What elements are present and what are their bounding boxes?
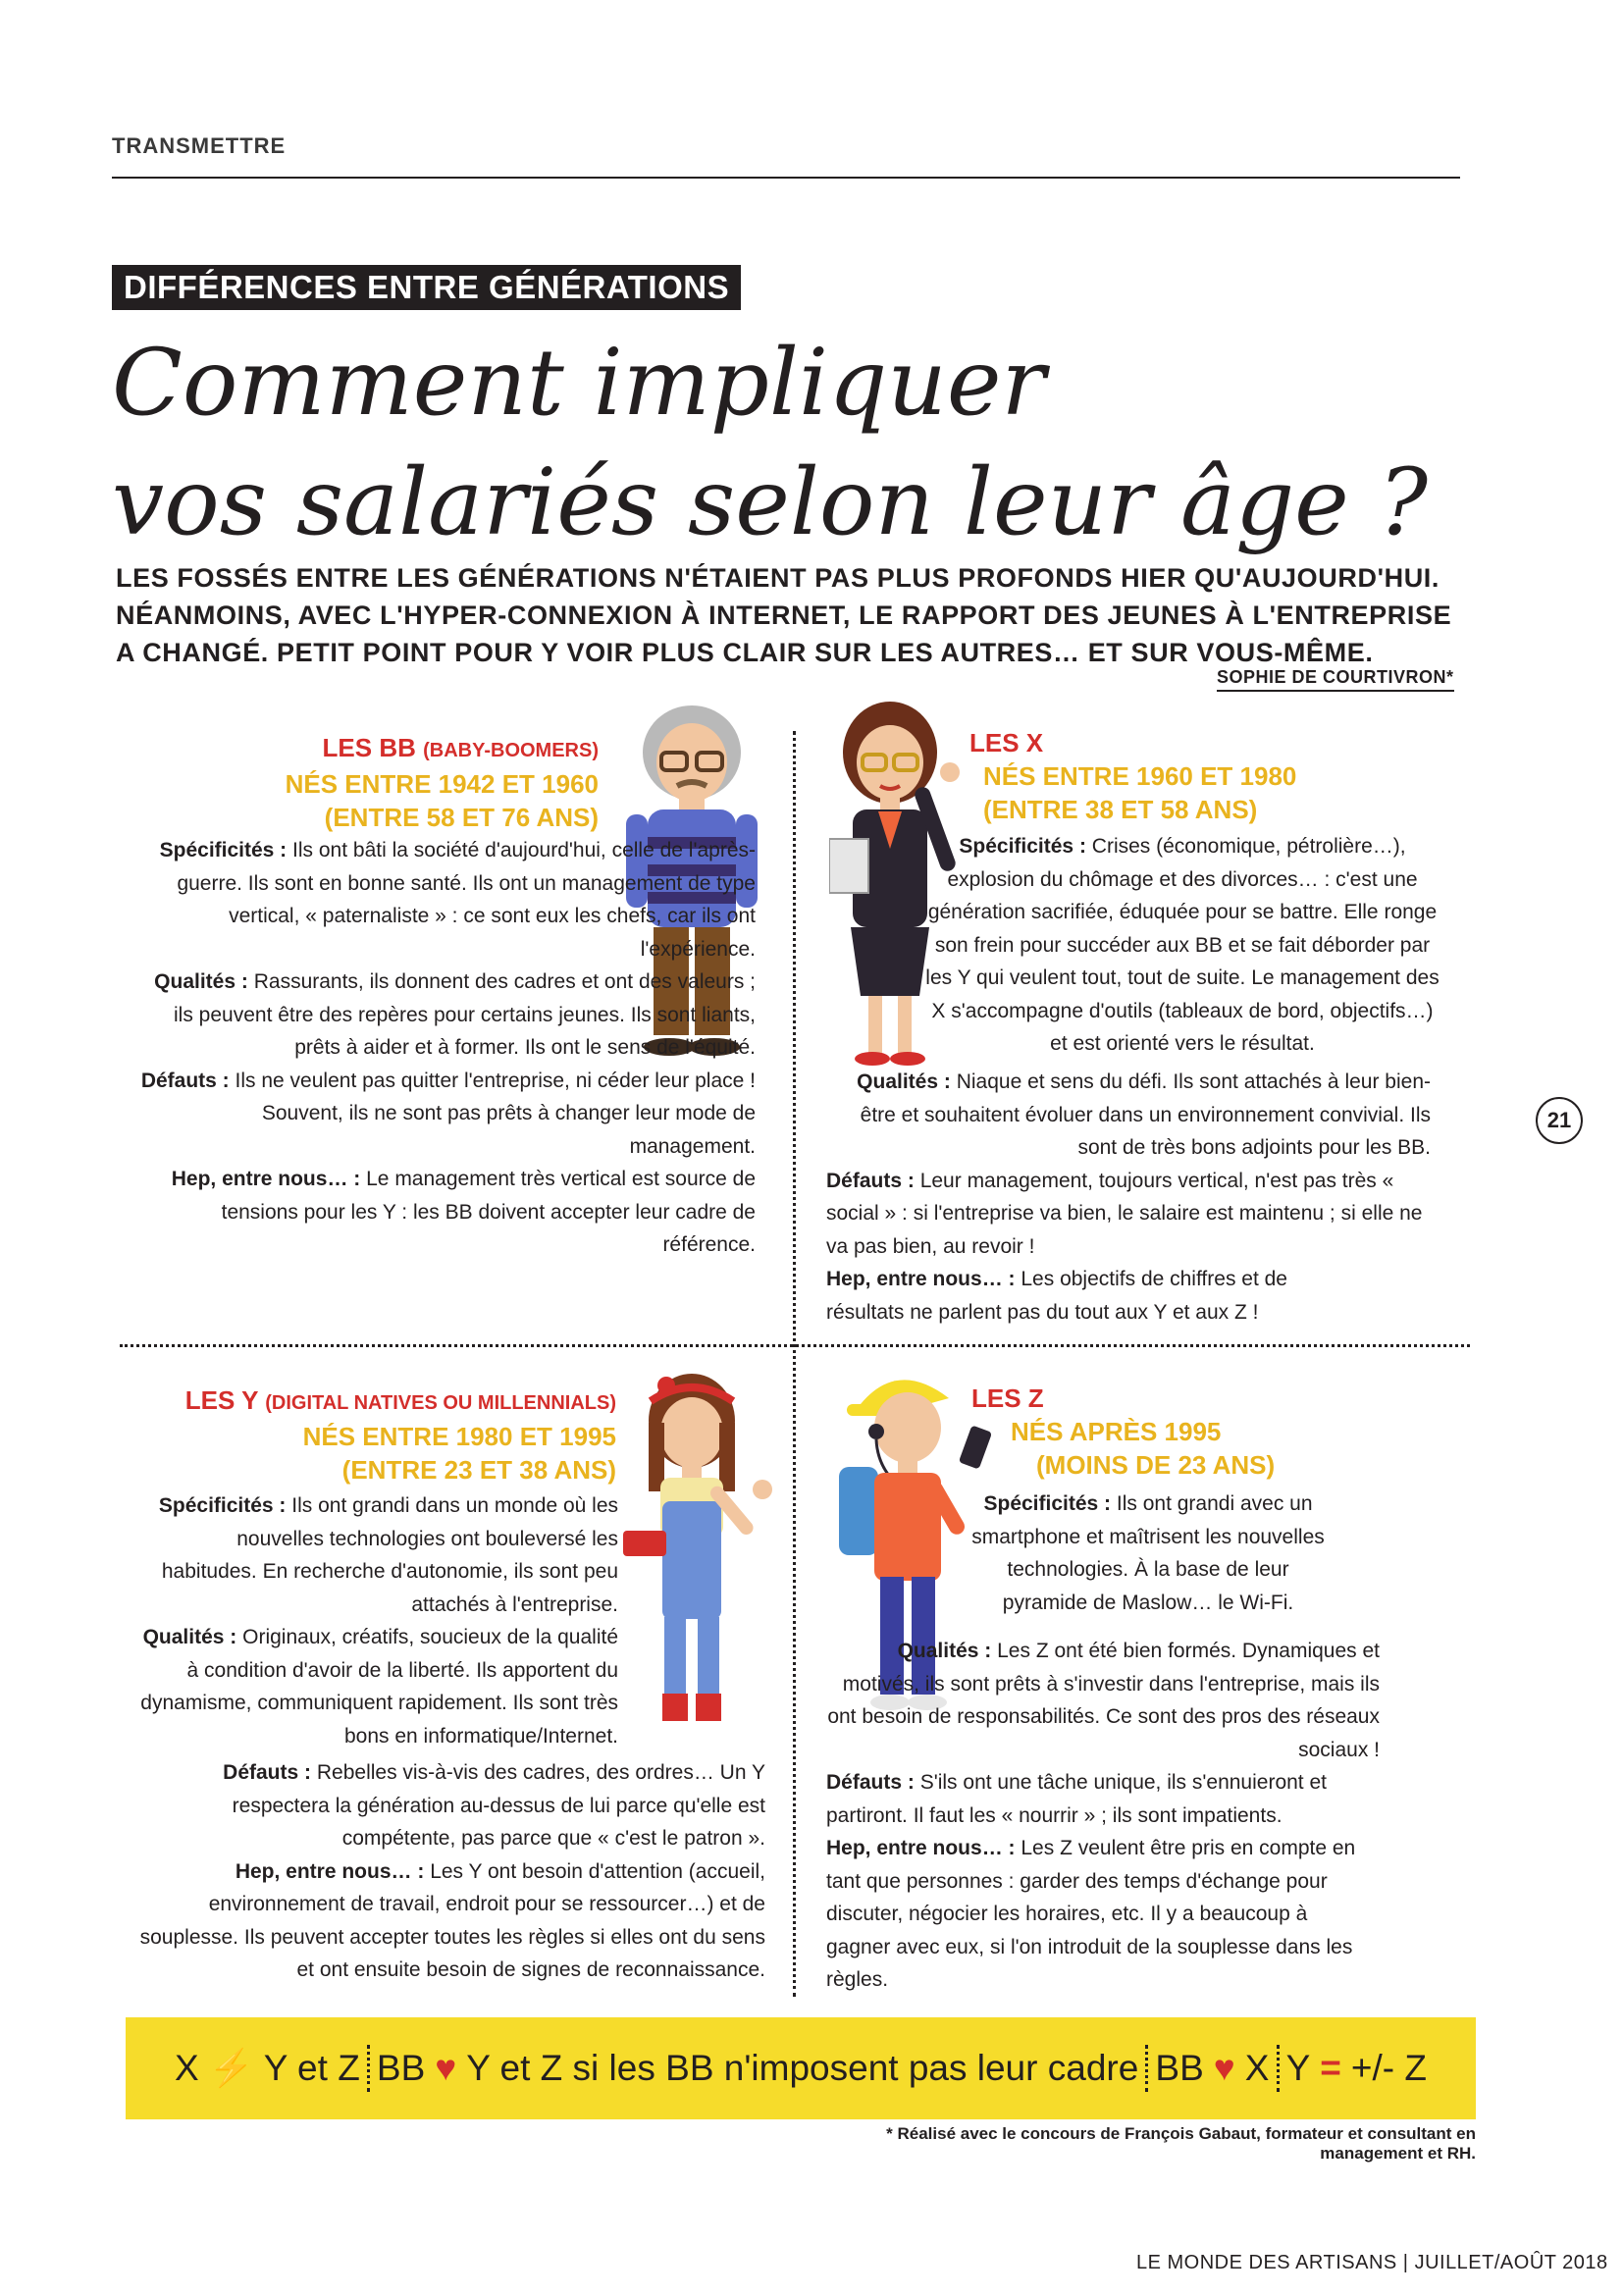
y-hep-label: Hep, entre nous… :	[235, 1859, 425, 1883]
heart-icon: ♥	[435, 2048, 457, 2088]
band-cell-2	[377, 2048, 1138, 2089]
article-lead	[116, 559, 1470, 671]
band-c1-left: X	[175, 2048, 199, 2088]
y-born: NÉS ENTRE 1980 ET 1995	[302, 1422, 616, 1451]
band-c2-left: BB	[376, 2048, 426, 2088]
x-heading	[969, 726, 1362, 826]
x-body-top	[922, 830, 1442, 1061]
y-age: (ENTRE 23 ET 38 ANS)	[341, 1455, 616, 1485]
band-c4-left: Y	[1285, 2048, 1311, 2088]
x-qual-label: Qualités :	[857, 1070, 951, 1093]
lead-line-2: NÉANMOINS, AVEC L'HYPER-CONNEXION À INTERNET, LE RAPPORT DES JEUNES À L'ENTREPRISE	[116, 600, 1452, 630]
title-line-2: vos salariés selon leur âge ?	[112, 449, 1429, 556]
x-hep-label: Hep, entre nous… :	[826, 1268, 1016, 1290]
y-qual: Originaux, créatifs, soucieux de la qualité à condition d'avoir de la liberté. Ils apportent du dynamisme, communiquent rapidement. Ils sont très bons en informatique/Internet.	[140, 1626, 618, 1748]
x-title: LES X	[969, 728, 1044, 757]
horizontal-divider	[120, 1344, 1470, 1347]
x-body	[826, 1066, 1474, 1329]
lightning-icon: ⚡	[208, 2047, 254, 2088]
bb-spec: Ils ont bâti la société d'aujourd'hui, celle de l'après-guerre. Ils sont en bonne santé. Ils ont un management de type vertical, « paternaliste » : ce sont eux les chefs, car ils ont l'expérience.	[177, 839, 756, 961]
z-qual-label: Qualités :	[897, 1640, 992, 1662]
y-spec-label: Spécificités :	[158, 1494, 287, 1517]
z-body	[826, 1635, 1464, 1997]
bb-def: Ils ne veulent pas quitter l'entreprise, ni céder leur place ! Souvent, ils ne sont pas prêts à changer leur mode de management.	[235, 1069, 756, 1158]
title-line-1: Comment impliquer	[112, 330, 1046, 437]
bb-def-label: Défauts :	[140, 1069, 230, 1092]
z-hep: Les Z veulent être pris en compte en tant que personnes : garder des temps d'échange pour discuter, négocier les horaires, etc. Il y a beaucoup à gagner avec eux, si l'on introduit de la souplesse dans les règles.	[826, 1837, 1356, 1991]
z-title: LES Z	[971, 1383, 1044, 1413]
footnote: * Réalisé avec le concours de François Gabaut, formateur et consultant en management et RH.	[886, 2124, 1476, 2163]
z-spec: Ils ont grandi avec un smartphone et maîtrisent les nouvelles technologies. À la base de leur pyramide de Maslow… le Wi-Fi.	[971, 1492, 1325, 1614]
band-c2-right: Y et Z si les BB n'imposent pas leur cadre	[466, 2048, 1139, 2088]
y-def-label: Défauts :	[223, 1761, 312, 1784]
z-hep-label: Hep, entre nous… :	[826, 1837, 1016, 1859]
band-cell-3	[1155, 2048, 1269, 2089]
page-number: 21	[1536, 1097, 1583, 1144]
x-born: NÉS ENTRE 1960 ET 1980	[983, 761, 1297, 791]
y-spec: Ils ont grandi dans un monde où les nouvelles technologies ont bouleversé les habitudes. En recherche d'autonomie, ils sont peu attachés à l'entreprise.	[161, 1494, 618, 1616]
y-hep: Les Y ont besoin d'attention (accueil, environnement de travail, endroit pour se ressourcer…) et de souplesse. Ils peuvent accepter toutes les règles si elles ont du sens et ont ensuite besoin de signes de reconnaissance.	[139, 1859, 765, 1981]
band-separator	[1277, 2045, 1280, 2092]
equals-icon: =	[1320, 2048, 1341, 2088]
z-body-top	[971, 1487, 1325, 1619]
lead-line-1: LES FOSSÉS ENTRE LES GÉNÉRATIONS N'ÉTAIENT PAS PLUS PROFONDS HIER QU'AUJOURD'HUI.	[116, 563, 1440, 593]
bb-title: LES BB	[322, 733, 416, 762]
x-spec: Crises (économique, pétrolière…), explosion du chômage et des divorces… : c'est une génération sacrifiée, éduquée pour se battre. Elle ronge son frein pour succéder aux BB et se fait déborder par les Y qui veulent tout, tout de suite. Le management des X s'accompagne d'outils (tableaux de bord, objectifs…) et est orienté vers le résultat.	[925, 835, 1440, 1055]
y-subtitle: (DIGITAL NATIVES OU MILLENNIALS)	[265, 1392, 616, 1414]
article-kicker: DIFFÉRENCES ENTRE GÉNÉRATIONS	[112, 265, 741, 310]
heart-icon: ♥	[1213, 2048, 1235, 2088]
y-qual-label: Qualités :	[142, 1626, 237, 1648]
z-born: NÉS APRÈS 1995	[1011, 1417, 1222, 1446]
band-c4-right: +/- Z	[1350, 2048, 1427, 2088]
y-def: Rebelles vis-à-vis des cadres, des ordres… Un Y respectera la génération au-dessus de lui parce qu'elle est compétente, pas parce que « c'est le patron ».	[232, 1761, 765, 1850]
band-cell-4	[1286, 2048, 1427, 2089]
bb-hep: Le management très vertical est source de tensions pour les Y : les BB doivent accepter leur cadre de référence.	[221, 1168, 756, 1256]
x-def-label: Défauts :	[826, 1169, 915, 1192]
band-separator	[1145, 2045, 1148, 2092]
generation-y-illustration	[623, 1364, 785, 1737]
z-qual: Les Z ont été bien formés. Dynamiques et motivés, ils sont prêts à s'investir dans l'entreprise, mais ils ont besoin de responsabilités. Ce sont des pros des réseaux sociaux !	[827, 1640, 1380, 1761]
lead-line-3: A CHANGÉ. PETIT POINT POUR Y VOIR PLUS CLAIR SUR LES AUTRES… ET SUR VOUS-MÊME.	[116, 638, 1374, 667]
y-body	[137, 1756, 765, 1987]
header-rule	[112, 177, 1460, 179]
z-spec-label: Spécificités :	[983, 1492, 1112, 1515]
x-hep: Les objectifs de chiffres et de résultats ne parlent pas du tout aux Y et aux Z !	[826, 1268, 1287, 1324]
bb-qual-label: Qualités :	[154, 970, 248, 993]
page-footer: LE MONDE DES ARTISANS | JUILLET/AOÛT 2018	[1136, 2252, 1608, 2273]
byline: SOPHIE DE COURTIVRON*	[1217, 667, 1454, 692]
bb-subtitle: (BABY-BOOMERS)	[423, 740, 599, 761]
band-c1-right: Y et Z	[263, 2048, 360, 2088]
bb-hep-label: Hep, entre nous… :	[171, 1168, 361, 1190]
z-def: S'ils ont une tâche unique, ils s'ennuieront et partiront. Il faut les « nourrir » ; ils sont impatients.	[826, 1771, 1327, 1827]
relations-band	[126, 2017, 1476, 2119]
bb-spec-label: Spécificités :	[159, 839, 288, 861]
z-age: (MOINS DE 23 ANS)	[1036, 1450, 1276, 1480]
bb-born: NÉS ENTRE 1942 ET 1960	[285, 769, 599, 799]
y-title: LES Y	[184, 1385, 258, 1415]
y-heading	[126, 1383, 616, 1487]
band-cell-1	[175, 2048, 360, 2090]
bb-heading	[196, 731, 599, 834]
z-def-label: Défauts :	[826, 1771, 915, 1794]
band-c3-left: BB	[1155, 2048, 1204, 2088]
x-spec-label: Spécificités :	[959, 835, 1086, 858]
article-title	[112, 324, 1486, 563]
band-separator	[367, 2045, 370, 2092]
bb-qual: Rassurants, ils donnent des cadres et ont des valeurs ; ils peuvent être des repères pour certains jeunes. Ils sont liants, prêts à aider et à former. Ils ont le sens de l'équité.	[174, 970, 756, 1059]
y-body-top	[137, 1489, 618, 1752]
vertical-divider	[793, 731, 796, 1997]
x-age: (ENTRE 38 ET 58 ANS)	[983, 795, 1258, 824]
x-qual: Niaque et sens du défi. Ils sont attachés à leur bien-être et souhaitent évoluer dans un environnement convivial. Ils sont de très bons adjoints pour les BB.	[860, 1070, 1431, 1159]
bb-body	[137, 834, 756, 1262]
band-c3-right: X	[1244, 2048, 1270, 2088]
bb-age: (ENTRE 58 ET 76 ANS)	[324, 803, 599, 832]
x-def: Leur management, toujours vertical, n'est pas très « social » : si l'entreprise va bien, le salaire est maintenu ; si elle ne va pas bien, au revoir !	[826, 1169, 1423, 1258]
z-heading	[971, 1382, 1344, 1482]
section-label: TRANSMETTRE	[112, 133, 287, 158]
